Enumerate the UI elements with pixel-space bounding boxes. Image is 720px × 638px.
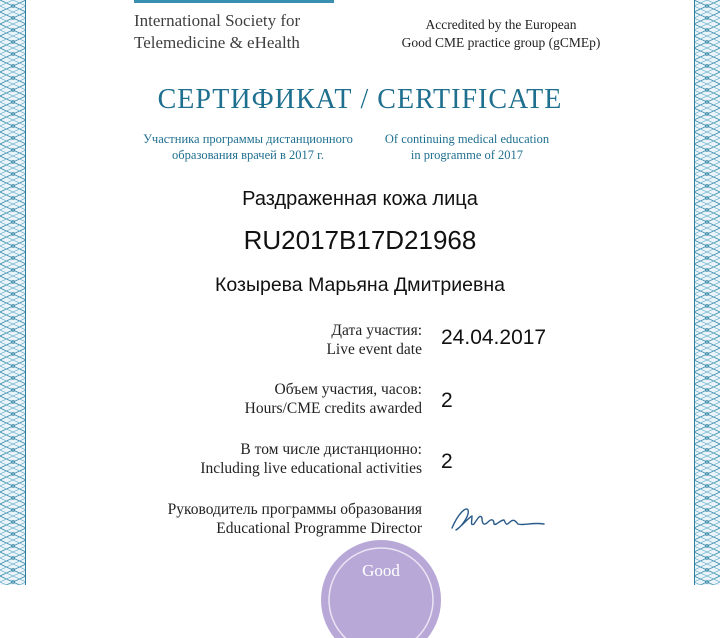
organization-line-2: Telemedicine & eHealth xyxy=(134,33,300,52)
hours-label xyxy=(245,380,422,418)
participant-name: Козырева Марьяна Дмитриевна xyxy=(215,274,505,296)
director-label xyxy=(168,500,422,538)
hours-value: 2 xyxy=(441,389,453,412)
date-label xyxy=(326,321,422,359)
good-cme-seal xyxy=(306,538,456,638)
subtitle-english xyxy=(376,131,558,163)
course-title: Раздраженная кожа лица xyxy=(242,188,478,210)
date-label-ru: Дата участия: xyxy=(331,322,422,339)
hours-label-en: Hours/CME credits awarded xyxy=(244,400,422,417)
accreditation-note xyxy=(390,16,612,52)
subtitle-ru-line-1: Участника программы дистанционного xyxy=(143,132,353,146)
distance-label xyxy=(200,440,422,478)
distance-label-en: Including live educational activities xyxy=(200,460,422,477)
organization-line-1: International Society for xyxy=(134,11,301,30)
accreditation-line-1: Accredited by the European xyxy=(425,17,577,32)
subtitle-en-line-2: in programme of 2017 xyxy=(410,148,524,162)
certificate-number: RU2017B17D21968 xyxy=(243,225,477,255)
subtitle-ru-line-2: образования врачей в 2017 г. xyxy=(172,148,324,162)
accreditation-line-2: Good CME practice group (gCMEp) xyxy=(401,35,601,50)
certificate-title: СЕРТИФИКАТ / CERTIFICATE xyxy=(157,84,563,115)
subtitle-en-line-1: Of continuing medical education xyxy=(384,132,550,146)
date-label-en: Live event date xyxy=(326,341,422,358)
hours-label-ru: Объем участия, часов: xyxy=(274,381,422,398)
director-label-en: Educational Programme Director xyxy=(216,520,422,537)
organization-name xyxy=(134,10,300,54)
director-label-ru: Руководитель программы образования xyxy=(167,501,422,518)
organization-rule xyxy=(134,0,334,3)
seal-text: Good xyxy=(362,561,400,580)
date-value: 24.04.2017 xyxy=(441,326,547,349)
distance-value: 2 xyxy=(441,450,453,473)
distance-label-ru: В том числе дистанционно: xyxy=(240,441,422,458)
subtitle-russian xyxy=(132,131,364,163)
director-signature xyxy=(448,504,548,536)
